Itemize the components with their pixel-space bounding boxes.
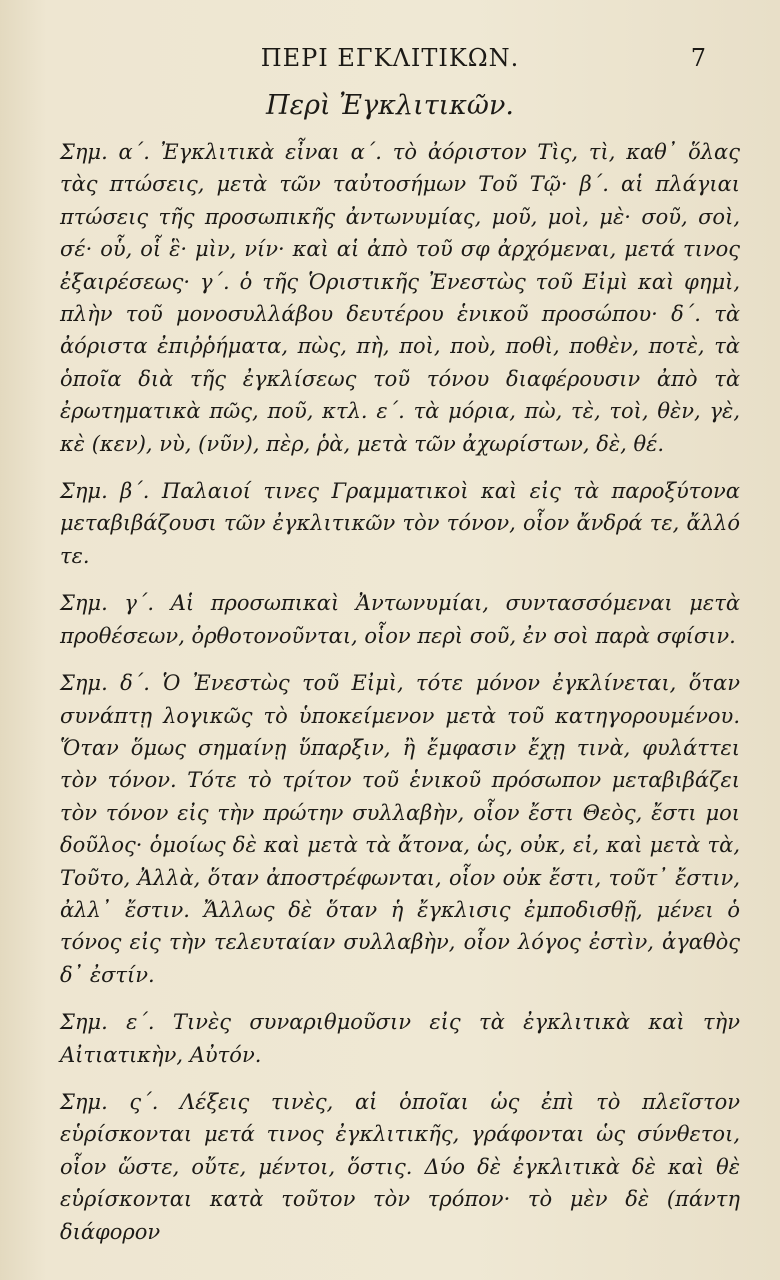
- note-2-paragraph: Σημ. β΄. Παλαιοί τινες Γραμματικοὶ καὶ εἰς τὰ παροξύτονα μεταβιβάζουσι τῶν ἐγκλιτικῶν τὸν τόνον, οἷον ἄνδρά τε, ἄλλό τε.: [60, 479, 740, 568]
- note-5-paragraph: Σημ. ε΄. Τινὲς συναριθμοῦσιν εἰς τὰ ἐγκλιτικὰ καὶ τὴν Αἰτιατικὴν, Αὐτόν.: [60, 1010, 740, 1067]
- note-4-paragraph: Σημ. δ΄. Ὁ Ἐνεστὼς τοῦ Εἰμὶ, τότε μόνον ἐγκλίνεται, ὅταν συνάπτῃ λογικῶς τὸ ὑποκείμενον μετὰ τοῦ κατηγορουμένου. Ὅταν ὅμως σημαίνῃ ὕπαρξιν, ἢ ἔμφασιν ἔχῃ τινὰ, φυλάττει τὸν τόνον. Τότε τὸ τρίτον τοῦ ἑνικοῦ πρόσωπον μεταβιβάζει τὸν τόνον εἰς τὴν πρώτην συλλαβὴν, οἷον ἔστι Θεὸς, ἔστι μοι δοῦλος· ὁμοίως δὲ καὶ μετὰ τὰ ἄτονα, ὡς, οὐκ, εἰ, καὶ μετὰ τὰ, Τοῦτο, Ἀλλὰ, ὅταν ἀποστρέφωνται, οἷον οὐκ ἔστι, τοῦτ᾽ ἔστιν, ἀλλ᾽ ἔστιν. Ἄλλως δὲ ὅταν ἡ ἔγκλισις ἐμποδισθῇ, μένει ὁ τόνος εἰς τὴν τελευταίαν συλλαβὴν, οἷον λόγος ἐστὶν, ἀγαθὸς δ᾽ ἐστίν.: [60, 671, 740, 987]
- note-6-paragraph: Σημ. ς΄. Λέξεις τινὲς, αἱ ὁποῖαι ὡς ἐπὶ τὸ πλεῖστον εὑρίσκονται μετά τινος ἐγκλιτικῆς, γράφονται ὡς σύνθετοι, οἷον ὥστε, οὔτε, μέντοι, ὅστις. Δύο δὲ ἐγκλιτικὰ δὲ καὶ θὲ εὑρίσκονται κατὰ τοῦτον τὸν τρόπον· τὸ μὲν δὲ (πάντη διάφορον: [60, 1089, 740, 1244]
- running-head: [0, 44, 780, 78]
- section-title: Περὶ Ἐγκλιτικῶν.: [266, 90, 514, 121]
- running-title: ΠΕΡΙ ΕΓΚΛΙΤΙΚΩΝ.: [260, 44, 520, 72]
- body-text: [60, 136, 740, 1263]
- note-3-paragraph: Σημ. γ΄. Αἱ προσωπικαὶ Ἀντωνυμίαι, συντασσόμεναι μετὰ προθέσεων, ὀρθοτονοῦνται, οἷον περὶ σοῦ, ἐν σοὶ παρὰ σφίσιν.: [60, 591, 740, 648]
- note-1-paragraph: Σημ. α΄. Ἐγκλιτικὰ εἶναι α΄. τὸ ἀόριστον Τὶς, τὶ, καθ᾽ ὅλας τὰς πτώσεις, μετὰ τῶν ταὐτοσήμων Τοῦ Τῷ· β΄. αἱ πλάγιαι πτώσεις τῆς προσωπικῆς ἀντωνυμίας, μοῦ, μοὶ, μὲ· σοῦ, σοὶ, σέ· οὗ, οἷ ἓ· μὶν, νίν· καὶ αἱ ἀπὸ τοῦ σφ ἀρχόμεναι, μετά τινος ἐξαιρέσεως· γ΄. ὁ τῆς Ὁριστικῆς Ἐνεστὼς τοῦ Εἰμὶ καὶ φημὶ, πλὴν τοῦ μονοσυλλάβου δευτέρου ἑνικοῦ προσώπου· δ΄. τὰ ἀόριστα ἐπιῤῥήματα, πὼς, πὴ, ποὶ, ποὺ, ποθὶ, ποθὲν, ποτὲ, τὰ ὁποῖα διὰ τῆς ἐγκλίσεως τοῦ τόνου διαφέρουσιν ἀπὸ τὰ ἐρωτηματικὰ πῶς, ποῦ, κτλ. ε΄. τὰ μόρια, πὼ, τὲ, τοὶ, θὲν, γὲ, κὲ (κεν), νὺ, (νῦν), πὲρ, ῥὰ, μετὰ τῶν ἀχωρίστων, δὲ, θέ.: [60, 140, 740, 456]
- page-number: 7: [690, 44, 706, 72]
